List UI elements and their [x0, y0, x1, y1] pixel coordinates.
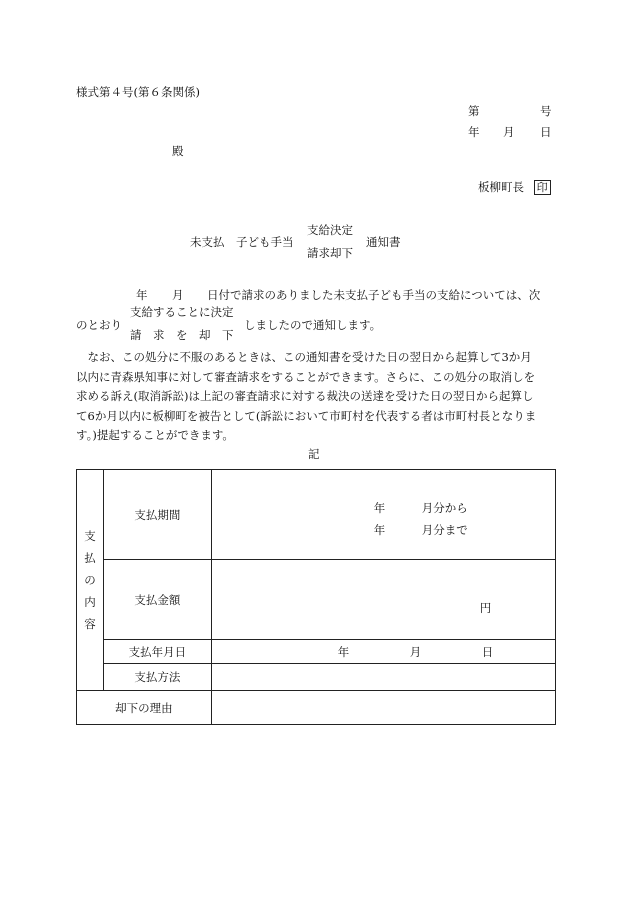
title-part2: 通知書 [366, 235, 401, 249]
date-hi-cell: 日 [481, 645, 494, 659]
period-to: 月分まで [421, 523, 468, 537]
date-hi: 日 [540, 125, 552, 139]
amount-label: 支払金額 [103, 560, 211, 640]
group-label: 支 払 の 内 容 [77, 470, 104, 691]
para2-line: て6か月以内に板柳町を被告として(訴訟において市町村を代表する者は市町村長となりま [76, 408, 537, 423]
addressee-dono: 殿 [172, 144, 184, 158]
seal-mark: 印 [534, 180, 551, 195]
period-from-nen: 年 [373, 501, 386, 515]
amount-unit: 円 [479, 601, 492, 615]
date-value[interactable] [211, 640, 555, 664]
title-option-upper: 支給決定 [307, 223, 353, 237]
body-line1-tsuki: 月 [172, 288, 184, 302]
date-tsuki: 月 [503, 125, 515, 139]
method-value[interactable] [211, 664, 555, 691]
title-option-lower: 請求却下 [307, 246, 353, 260]
form-number: 様式第４号(第６条関係) [76, 85, 200, 99]
date-label: 支払年月日 [103, 640, 211, 664]
reject-value[interactable] [211, 691, 555, 725]
mayor-name [478, 179, 551, 195]
reject-label: 却下の理由 [77, 691, 212, 725]
period-to-nen: 年 [373, 523, 386, 537]
doc-number-dai: 第 [468, 104, 480, 118]
payment-table [76, 469, 556, 725]
body-option-lower: 請 求 を 却 下 [130, 328, 234, 342]
mayor-label: 板柳町長 [478, 180, 524, 194]
body-prefix: のとおり [76, 318, 122, 332]
para2-line: す。)提起することができます。 [76, 428, 234, 442]
para2-line: 以内に青森県知事に対して審査請求をすることができます。さらに、この処分の取消しを [76, 369, 536, 384]
body-line1-rest: 日付で請求のありました未支払子ども手当の支給については、次 [207, 288, 541, 302]
title-part1: 未支払 子ども手当 [190, 235, 294, 249]
method-label: 支払方法 [103, 664, 211, 691]
date-tsuki-cell: 月 [409, 645, 422, 659]
body-line1-nen: 年 [136, 288, 148, 302]
amount-value[interactable] [211, 560, 555, 640]
ki-heading: 記 [308, 447, 320, 461]
period-value[interactable] [211, 470, 555, 560]
period-from: 月分から [421, 501, 468, 515]
para2-line: なお、この処分に不服のあるときは、この通知書を受けた日の翌日から起算して3か月 [76, 350, 532, 364]
date-nen: 年 [468, 125, 480, 139]
doc-number-go: 号 [540, 104, 552, 118]
objection-paragraph [76, 348, 536, 446]
period-label: 支払期間 [103, 470, 211, 560]
body-suffix: しましたので通知します。 [244, 318, 382, 332]
para2-line: 求める訴え(取消訴訟)は上記の審査請求に対する裁決の送達を受けた日の翌日から起算し [76, 389, 534, 403]
date-nen-cell: 年 [337, 645, 350, 659]
body-option-upper: 支給することに決定 [130, 305, 234, 319]
